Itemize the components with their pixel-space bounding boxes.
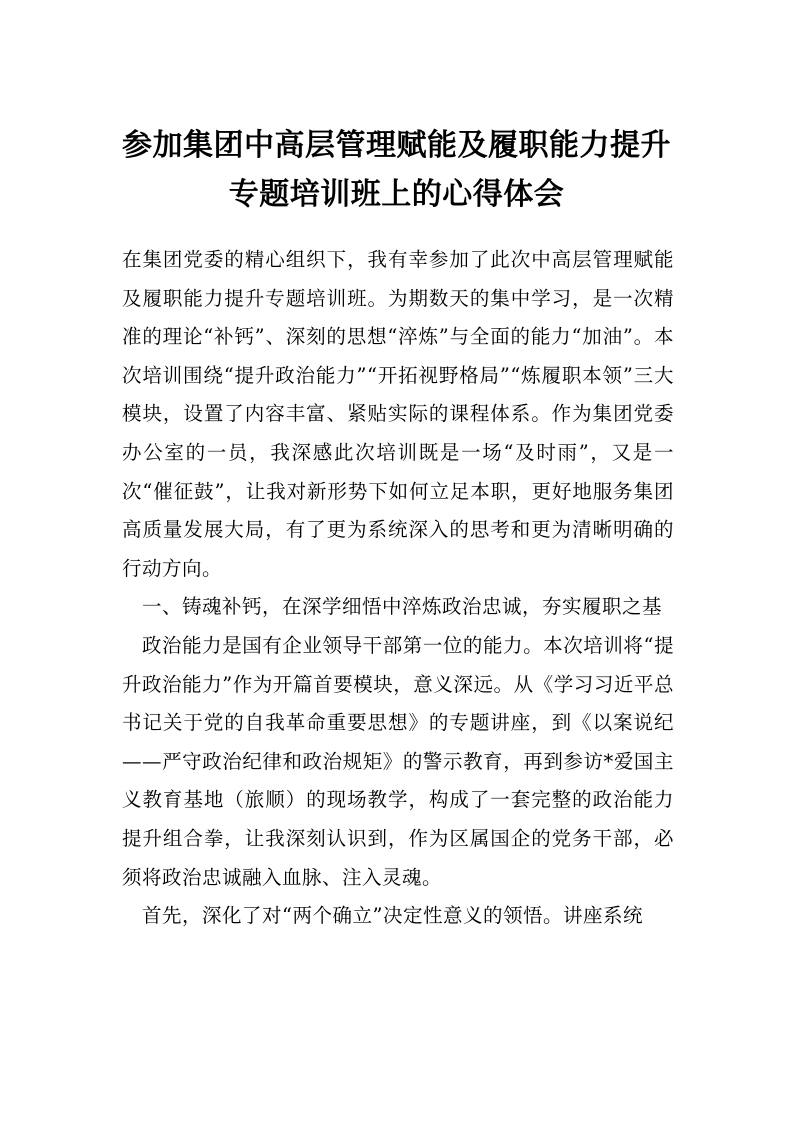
document-body <box>122 241 674 936</box>
paragraph-political-ability: 政治能力是国有企业领导干部第一位的能力。本次培训将“提升政治能力”作为开篇首要模块，意义深远。从《学习习近平总书记关于党的自我革命重要思想》的专题讲座，到《以案说纪——严守政治纪律和政治规矩》的警示教育，再到参访*爱国主义教育基地（旅顺）的现场教学，构成了一套完整的政治能力提升组合拳，让我深刻认识到，作为区属国企的党务干部，必须将政治忠诚融入血脉、注入灵魂。 <box>122 633 674 889</box>
document-title-line-1: 参加集团中高层管理赋能及履职能力提升 <box>122 128 671 163</box>
section-heading-1: 一、铸魂补钙，在深学细悟中淬炼政治忠诚，夯实履职之基 <box>142 595 663 619</box>
paragraph-intro: 在集团党委的精心组织下，我有幸参加了此次中高层管理赋能及履职能力提升专题培训班。为期数天的集中学习，是一次精准的理论“补钙”、深刻的思想“淬炼”与全面的能力“加油”。本次培训围绕“提升政治能力”“开拓视野格局”“炼履职本领”三大模块，设置了内容丰富、紧贴实际的课程体系。作为集团党委办公室的一员，我深感此次培训既是一场“及时雨”，又是一次“催征鼓”，让我对新形势下如何立足本职，更好地服务集团高质量发展大局，有了更为系统深入的思考和更为清晰明确的行动方向。 <box>122 248 674 580</box>
document-title-line-2: 专题培训班上的心得体会 <box>228 177 565 212</box>
paragraph-first-point: 首先，深化了对“两个确立”决定性意义的领悟。讲座系统 <box>142 904 643 928</box>
